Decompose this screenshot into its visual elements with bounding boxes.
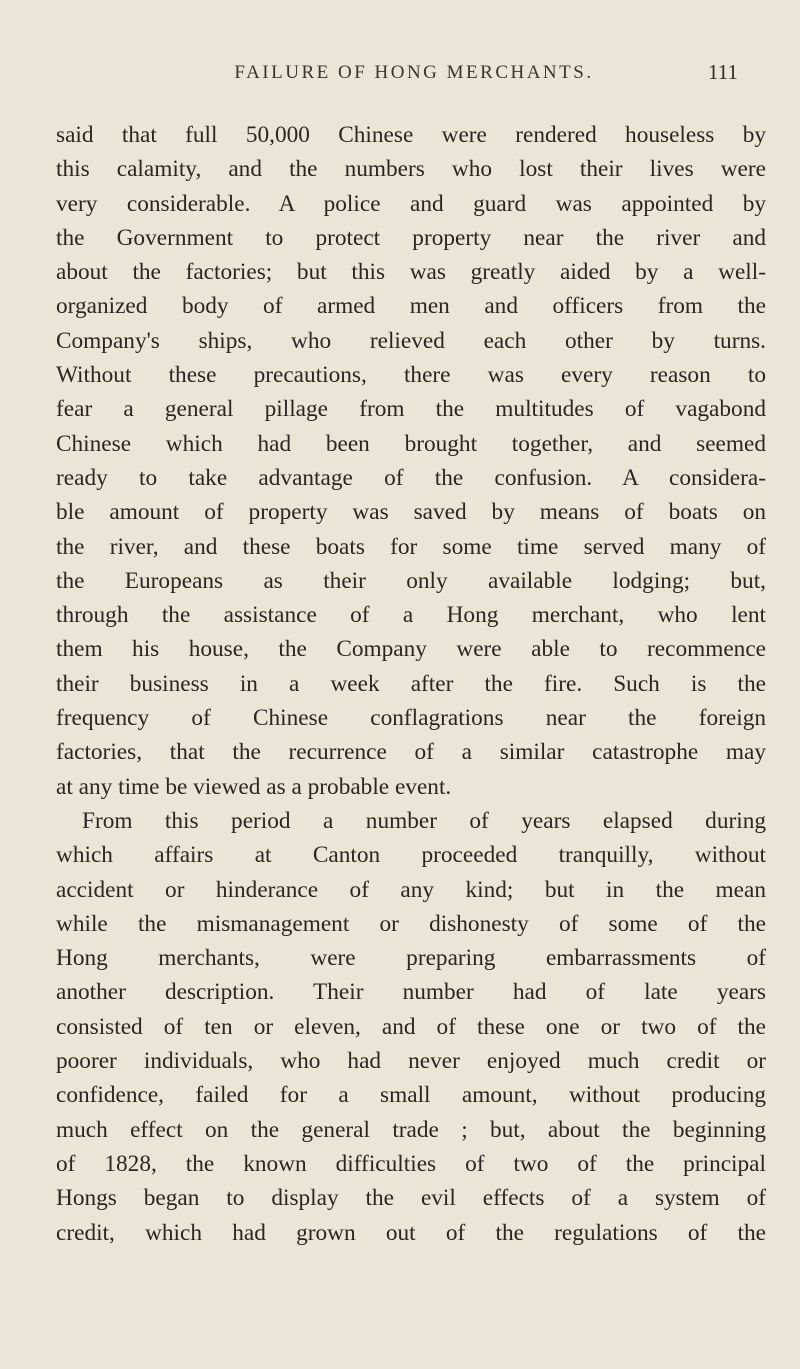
text-line: much effect on the general trade ; but, about the beginning [56,1116,766,1143]
text-line: said that full 50,000 Chinese were rendered houseless by [56,122,766,148]
text-line: ble amount of property was saved by means of boats on [56,499,766,526]
text-line: of 1828, the known difficulties of two of the principal [56,1150,766,1177]
text-line: consisted of ten or eleven, and of these one or two of the [56,1013,766,1040]
text-line: while the mismanagement or dishonesty of some of the [56,910,766,937]
text-line: them his house, the Company were able to recommence [56,636,766,663]
text-line: Hong merchants, were preparing embarrassments of [56,945,766,972]
running-head [90,56,738,96]
text-line: Chinese which had been brought together, and seemed [56,430,766,457]
text-line: frequency of Chinese conflagrations near the foreign [56,705,766,732]
text-line: Hongs began to display the evil effects of a system of [56,1185,766,1212]
text-line: organized body of armed men and officers from the [56,293,766,320]
text-line: Without these precautions, there was every reason to [56,362,766,389]
text-line: about the factories; but this was greatly aided by a well- [56,259,766,286]
text-line: which affairs at Canton proceeded tranquilly, without [56,842,766,869]
text-line: very considerable. A police and guard was appointed by [56,190,766,217]
page-number: 111 [708,60,738,84]
running-title: FAILURE OF HONG MERCHANTS. [234,62,594,83]
text-line: another description. Their number had of late years [56,979,766,1006]
text-line: their business in a week after the fire. Such is the [56,670,766,697]
text-line: Company's ships, who relieved each other by turns. [56,327,766,354]
text-line: poorer individuals, who had never enjoyed much credit or [56,1048,766,1075]
text-line: the Europeans as their only available lodging; but, [56,567,766,594]
text-line: the river, and these boats for some time served many of [56,533,766,560]
text-line: factories, that the recurrence of a similar catastrophe may [56,739,766,766]
text-line: the Government to protect property near the river and [56,224,766,251]
text-line: at any time be viewed as a probable event. [56,773,452,800]
text-line: through the assistance of a Hong merchant, who lent [56,602,766,629]
body-text [56,118,766,1250]
text-line: confidence, failed for a small amount, without producing [56,1082,766,1109]
text-line: this calamity, and the numbers who lost their lives were [56,156,766,183]
text-line: accident or hinderance of any kind; but in the mean [56,876,766,903]
text-line: fear a general pillage from the multitudes of vagabond [56,396,766,423]
text-line: From this period a number of years elapsed during [82,807,766,834]
text-line: ready to take advantage of the confusion. A considera- [56,464,766,491]
text-line: credit, which had grown out of the regulations of the [56,1219,766,1246]
